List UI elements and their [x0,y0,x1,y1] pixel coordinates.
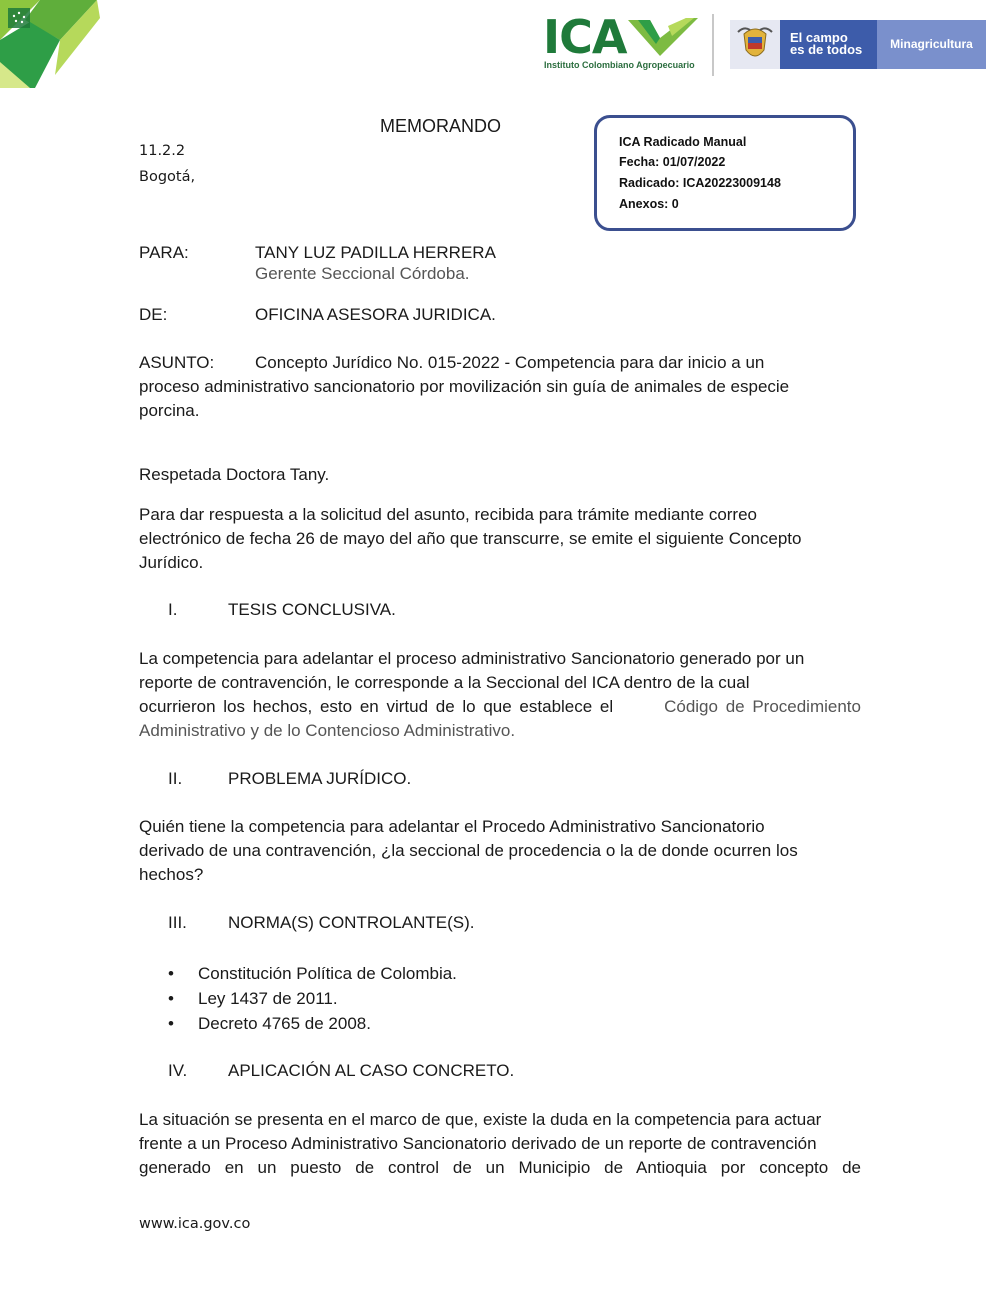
seal-box [730,20,780,69]
campo-line-2: es de todos [790,42,863,57]
problema-line-3: hechos? [139,865,204,884]
tesis-line-1: La competencia para adelantar el proceso administrativo Sancionatorio generado por un [139,649,805,668]
radicado-stamp [594,115,856,231]
section-2-title: PROBLEMA JURÍDICO. [228,769,412,788]
asunto-line-2: proceso administrativo sancionatorio por movilización sin guía de animales de especie [139,377,790,396]
intro-line-1: Para dar respuesta a la solicitud del asunto, recibida para trámite mediante correo [139,505,758,524]
intro-line-3: Jurídico. [139,553,204,572]
tesis-line-3-text: ocurrieron los hechos, esto en virtud de lo que establece el [139,697,614,716]
de-value: OFICINA ASESORA JURIDICA. [255,305,496,324]
header-divider [712,14,714,76]
radicado-line-2: Fecha: 01/07/2022 [619,155,726,169]
tesis-line-2: reporte de contravención, le corresponde a la Seccional del ICA dentro de la cual [139,673,750,692]
ica-logo-title: ICA [543,10,627,64]
radicado-line-3: Radicado: ICA20223009148 [619,176,781,190]
greeting: Respetada Doctora Tany. [139,465,330,484]
section-4-title: APLICACIÓN AL CASO CONCRETO. [228,1061,515,1080]
corner-leaf-pattern [0,0,110,92]
tesis-line-4: Administrativo y de lo Contencioso Administrativo. [139,721,516,740]
radicado-line-1: ICA Radicado Manual [619,135,747,149]
section-1-title: TESIS CONCLUSIVA. [228,600,396,619]
tesis-code-reference: Código de Procedimiento [664,697,861,716]
memo-code: 11.2.2 [139,143,186,159]
bullet-icon: • [168,1014,174,1033]
memo-city: Bogotá, [139,169,196,185]
memo-title: MEMORANDO [380,116,501,136]
section-3-number: III. [168,913,187,932]
section-4-number: IV. [168,1061,188,1080]
caso-line-2: frente a un Proceso Administrativo Sancionatorio derivado de un reporte de contravención [139,1134,817,1153]
para-role: Gerente Seccional Córdoba. [255,264,470,283]
problema-line-2: derivado de una contravención, ¿la seccional de procedencia o la de donde ocurren los [139,841,798,860]
campo-de-todos-label [780,20,877,69]
caso-line-3: generado en un puesto de control de un Municipio de Antioquia por concepto de [139,1158,861,1177]
section-3-title: NORMA(S) CONTROLANTE(S). [228,913,475,932]
section-2-number: II. [168,769,183,788]
government-banner [730,20,986,69]
norma-item: Constitución Política de Colombia. [198,964,457,983]
ministry-label: Minagricultura [877,20,986,69]
asunto-line-1: Concepto Jurídico No. 015-2022 - Competencia para dar inicio a un [255,353,765,372]
colombia-seal-icon [730,20,780,69]
para-label: PARA: [139,243,189,262]
de-label: DE: [139,305,168,324]
intro-line-2: electrónico de fecha 26 de mayo del año que transcurre, se emite el siguiente Concepto [139,529,802,548]
caso-line-1: La situación se presenta en el marco de que, existe la duda en la competencia para actuar [139,1110,822,1129]
norma-item: Decreto 4765 de 2008. [198,1014,371,1033]
para-name: TANY LUZ PADILLA HERRERA [255,243,496,262]
asunto-label: ASUNTO: [139,353,215,372]
tesis-line-3 [139,695,861,719]
footer-website[interactable]: www.ica.gov.co [139,1216,251,1232]
ica-logo-subtitle: Instituto Colombiano Agropecuario [544,60,695,70]
bullet-icon: • [168,964,174,983]
ica-check-icon [628,16,698,58]
bullet-icon: • [168,989,174,1008]
norma-item: Ley 1437 de 2011. [198,989,338,1008]
section-1-number: I. [168,600,178,619]
ica-logo [540,10,700,76]
radicado-line-4: Anexos: 0 [619,197,679,211]
campo-line-1: El campo [790,30,848,45]
problema-line-1: Quién tiene la competencia para adelantar el Procedo Administrativo Sancionatorio [139,817,765,836]
asunto-line-3: porcina. [139,401,200,420]
